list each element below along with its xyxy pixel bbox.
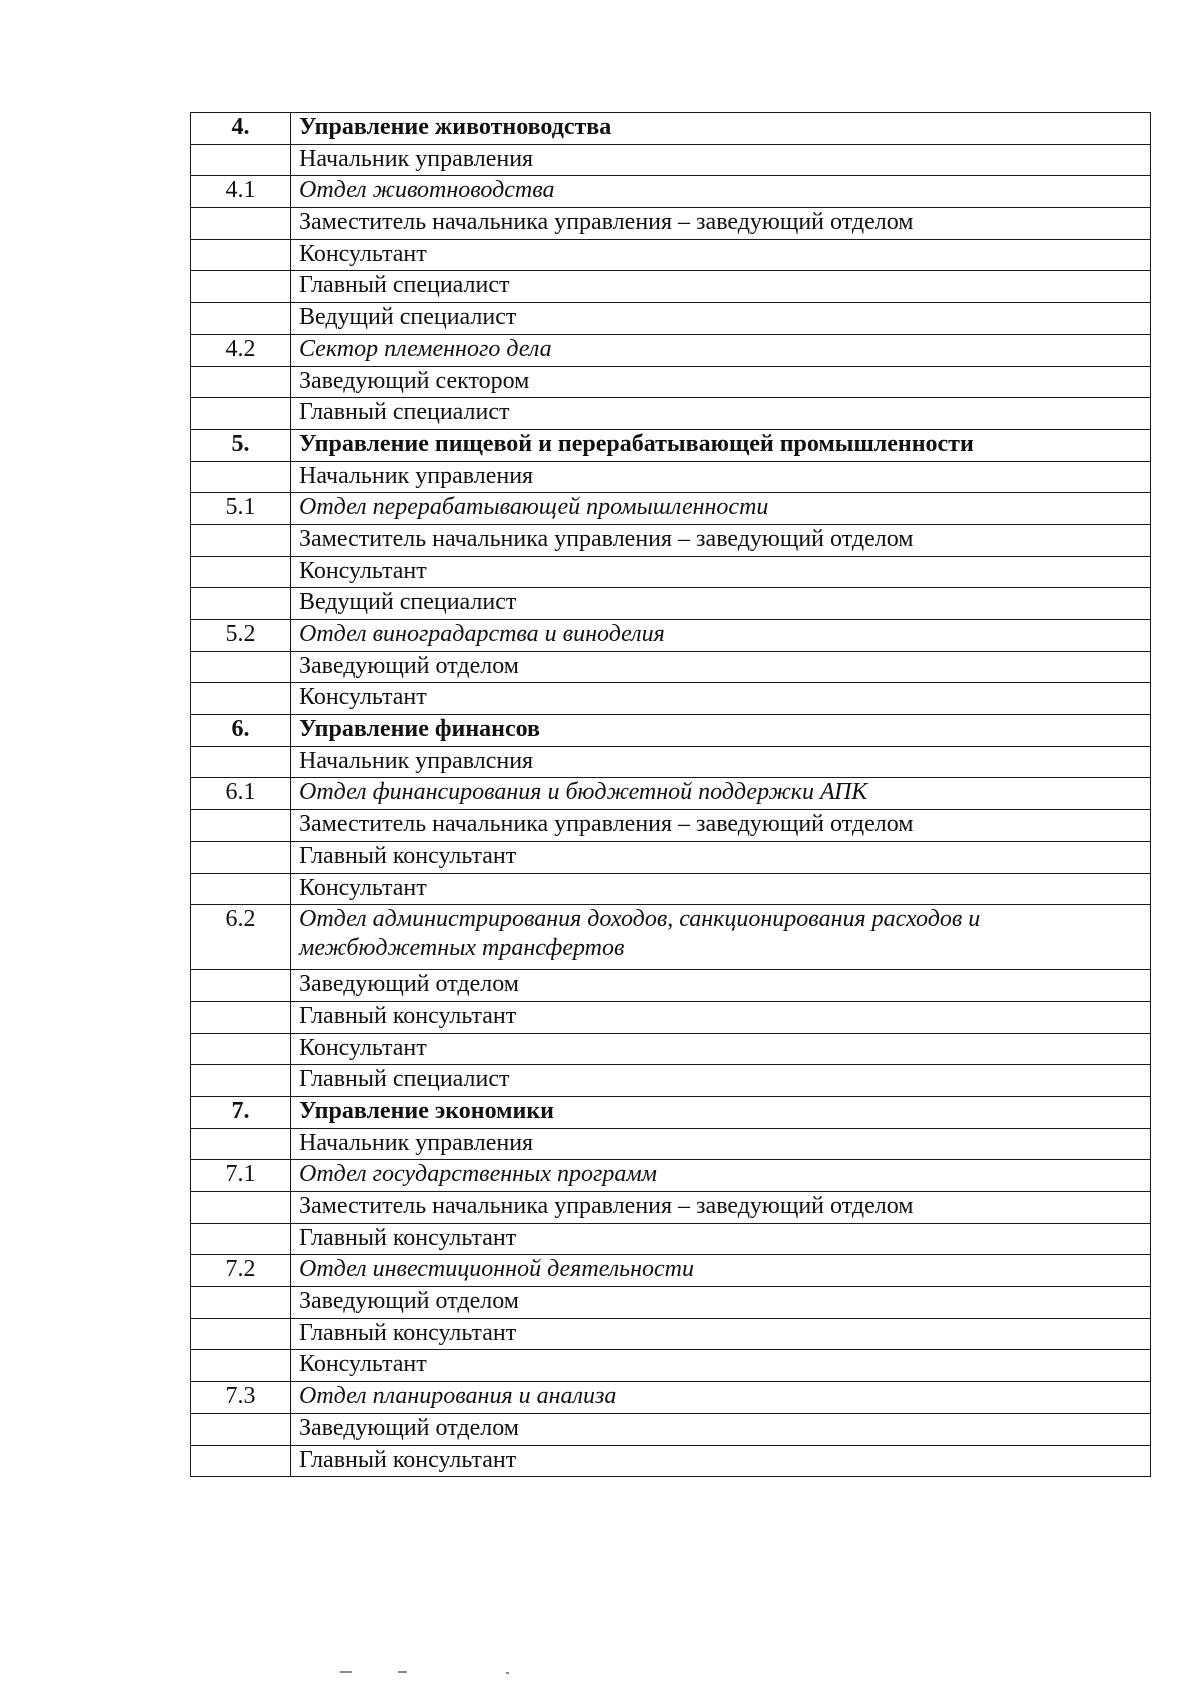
row-number-cell xyxy=(191,1350,291,1382)
position-title-cell: Главный консультант xyxy=(291,1223,1151,1255)
row-number-cell xyxy=(191,366,291,398)
position-row xyxy=(191,810,1151,842)
position-title-cell: Заведующий сектором xyxy=(291,366,1151,398)
section-header-row xyxy=(191,715,1151,747)
position-row xyxy=(191,461,1151,493)
position-title-cell: Главный консультант xyxy=(291,1318,1151,1350)
row-number-cell xyxy=(191,239,291,271)
row-number-cell xyxy=(191,398,291,430)
position-row xyxy=(191,303,1151,335)
position-title-cell: Заместитель начальника управления – заведующий отделом xyxy=(291,810,1151,842)
row-number-cell: 5. xyxy=(191,429,291,461)
row-number-cell: 6. xyxy=(191,715,291,747)
row-number-cell xyxy=(191,461,291,493)
section-header-row xyxy=(191,1096,1151,1128)
row-number-cell xyxy=(191,1192,291,1224)
position-row xyxy=(191,1413,1151,1445)
position-title-cell: Главный специалист xyxy=(291,398,1151,430)
position-row xyxy=(191,398,1151,430)
department-row xyxy=(191,334,1151,366)
table-body xyxy=(191,113,1151,1477)
position-title-cell: Консультант xyxy=(291,683,1151,715)
position-row xyxy=(191,873,1151,905)
position-title-cell: Консультант xyxy=(291,1033,1151,1065)
section-title-cell: Управление экономики xyxy=(291,1096,1151,1128)
row-number-cell xyxy=(191,1287,291,1319)
position-row xyxy=(191,556,1151,588)
section-title-cell: Управление животноводства xyxy=(291,113,1151,145)
row-number-cell xyxy=(191,556,291,588)
row-number-cell xyxy=(191,683,291,715)
section-header-row xyxy=(191,113,1151,145)
department-name-cell: Сектор племенного дела xyxy=(291,334,1151,366)
section-title-cell: Управление пищевой и перерабатывающей промышленности xyxy=(291,429,1151,461)
position-row xyxy=(191,1192,1151,1224)
position-title-cell: Ведущий специалист xyxy=(291,303,1151,335)
row-number-cell xyxy=(191,1065,291,1097)
position-row xyxy=(191,1065,1151,1097)
department-name-cell: Отдел виноградарства и виноделия xyxy=(291,620,1151,652)
position-title-cell: Заместитель начальника управления – заведующий отделом xyxy=(291,208,1151,240)
row-number-cell: 7.2 xyxy=(191,1255,291,1287)
position-row xyxy=(191,271,1151,303)
position-row xyxy=(191,683,1151,715)
position-title-cell: Начальник управлсния xyxy=(291,746,1151,778)
position-title-cell: Начальник управления xyxy=(291,144,1151,176)
row-number-cell xyxy=(191,524,291,556)
row-number-cell xyxy=(191,841,291,873)
department-name-cell: Отдел планирования и анализа xyxy=(291,1382,1151,1414)
scan-artifact xyxy=(398,1671,407,1673)
position-title-cell: Консультант xyxy=(291,873,1151,905)
department-row xyxy=(191,778,1151,810)
department-row xyxy=(191,1382,1151,1414)
row-number-cell xyxy=(191,1001,291,1033)
department-row xyxy=(191,1160,1151,1192)
staff-structure-table xyxy=(190,112,1151,1477)
position-title-cell: Заведующий отделом xyxy=(291,1287,1151,1319)
position-title-cell: Консультант xyxy=(291,1350,1151,1382)
department-name-cell: Отдел финансирования и бюджетной поддержки АПК xyxy=(291,778,1151,810)
section-header-row xyxy=(191,429,1151,461)
department-row xyxy=(191,905,1151,970)
row-number-cell: 4. xyxy=(191,113,291,145)
department-name-cell: Отдел государственных программ xyxy=(291,1160,1151,1192)
position-title-cell: Начальник управления xyxy=(291,461,1151,493)
row-number-cell xyxy=(191,1223,291,1255)
position-title-cell: Консультант xyxy=(291,239,1151,271)
department-name-cell: Отдел животноводства xyxy=(291,176,1151,208)
position-row xyxy=(191,1350,1151,1382)
position-row xyxy=(191,970,1151,1002)
position-row xyxy=(191,1128,1151,1160)
department-row xyxy=(191,620,1151,652)
row-number-cell xyxy=(191,1033,291,1065)
row-number-cell: 4.2 xyxy=(191,334,291,366)
position-title-cell: Заместитель начальника управления – заведующий отделом xyxy=(291,524,1151,556)
department-name-cell: Отдел перерабатывающей промышленности xyxy=(291,493,1151,525)
position-title-cell: Заведующий отделом xyxy=(291,651,1151,683)
row-number-cell xyxy=(191,1445,291,1477)
row-number-cell xyxy=(191,1318,291,1350)
position-row xyxy=(191,524,1151,556)
position-row xyxy=(191,1033,1151,1065)
scan-artifact xyxy=(340,1671,352,1673)
row-number-cell: 4.1 xyxy=(191,176,291,208)
row-number-cell xyxy=(191,873,291,905)
position-title-cell: Главный консультант xyxy=(291,1001,1151,1033)
position-title-cell: Главный специалист xyxy=(291,271,1151,303)
department-row xyxy=(191,493,1151,525)
position-row xyxy=(191,1445,1151,1477)
row-number-cell: 7.1 xyxy=(191,1160,291,1192)
position-title-cell: Консультант xyxy=(291,556,1151,588)
position-row xyxy=(191,1318,1151,1350)
row-number-cell xyxy=(191,588,291,620)
department-row xyxy=(191,176,1151,208)
section-title-cell: Управление финансов xyxy=(291,715,1151,747)
position-title-cell: Заместитель начальника управления – заведующий отделом xyxy=(291,1192,1151,1224)
position-title-cell: Главный специалист xyxy=(291,1065,1151,1097)
row-number-cell xyxy=(191,144,291,176)
position-row xyxy=(191,651,1151,683)
row-number-cell xyxy=(191,1128,291,1160)
row-number-cell xyxy=(191,970,291,1002)
position-title-cell: Заведующий отделом xyxy=(291,1413,1151,1445)
position-title-cell: Главный консультант xyxy=(291,841,1151,873)
row-number-cell xyxy=(191,746,291,778)
row-number-cell xyxy=(191,271,291,303)
row-number-cell xyxy=(191,651,291,683)
position-row xyxy=(191,1223,1151,1255)
position-title-cell: Начальник управления xyxy=(291,1128,1151,1160)
row-number-cell: 5.1 xyxy=(191,493,291,525)
department-name-cell: Отдел администрирования доходов, санкционирования расходов и межбюджетных трансфертов xyxy=(291,905,1151,970)
department-name-cell: Отдел инвестиционной деятельности xyxy=(291,1255,1151,1287)
row-number-cell xyxy=(191,208,291,240)
row-number-cell: 5.2 xyxy=(191,620,291,652)
row-number-cell xyxy=(191,303,291,335)
position-row xyxy=(191,208,1151,240)
row-number-cell xyxy=(191,810,291,842)
position-row xyxy=(191,239,1151,271)
row-number-cell xyxy=(191,1413,291,1445)
department-row xyxy=(191,1255,1151,1287)
position-row xyxy=(191,144,1151,176)
position-row xyxy=(191,366,1151,398)
position-row xyxy=(191,588,1151,620)
row-number-cell: 6.1 xyxy=(191,778,291,810)
position-row xyxy=(191,746,1151,778)
position-row xyxy=(191,1001,1151,1033)
position-title-cell: Заведующий отделом xyxy=(291,970,1151,1002)
position-title-cell: Главный консультант xyxy=(291,1445,1151,1477)
position-row xyxy=(191,841,1151,873)
scan-artifact xyxy=(506,1672,509,1674)
position-row xyxy=(191,1287,1151,1319)
row-number-cell: 7. xyxy=(191,1096,291,1128)
position-title-cell: Ведущий специалист xyxy=(291,588,1151,620)
row-number-cell: 6.2 xyxy=(191,905,291,970)
row-number-cell: 7.3 xyxy=(191,1382,291,1414)
